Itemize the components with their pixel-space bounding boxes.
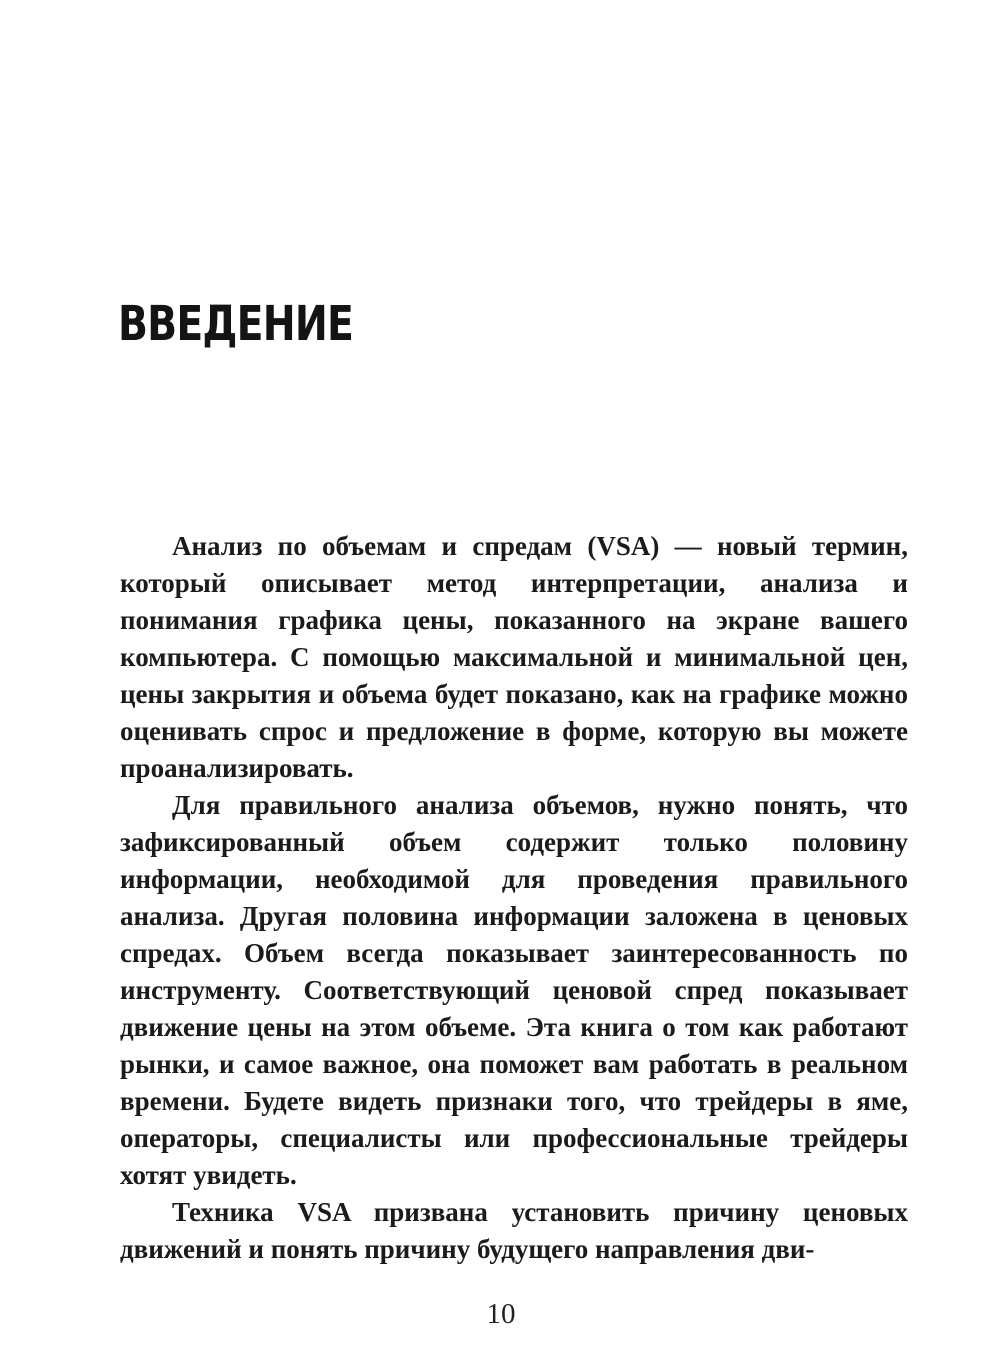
chapter-heading: ВВЕДЕНИЕ [118, 296, 354, 352]
page-number: 10 [486, 1298, 516, 1330]
paragraph-2: Для правильного анализа объемов, нужно понять, что зафиксированный объем содержит только половину информации, необходимой для проведения правильного анализа. Другая половина информации заложена в ценовых спредах. Объем всегда показывает заинтересованность по инструменту. Соответствующий ценовой спред показывает движение цены на этом объеме. Эта книга о том как работают рынки, и самое важное, она поможет вам работать в реальном времени. Будете видеть признаки того, что трейдеры в яме, операторы, специалисты или профессиональные трейдеры хотят увидеть. [120, 790, 908, 1190]
paragraph-3: Техника VSA призвана установить причину ценовых движений и понять причину будущего направления дви- [120, 1197, 908, 1264]
paragraph-1: Анализ по объемам и спредам (VSA) — новый термин, который описывает метод интерпретации, анализа и понимания графика цены, показанного на экране вашего компьютера. С помощью максимальной и минимальной цен, цены закрытия и объема будет показано, как на графике можно оценивать спрос и предложение в форме, которую вы можете проанализировать. [120, 531, 908, 783]
body-text-block [120, 528, 908, 1268]
